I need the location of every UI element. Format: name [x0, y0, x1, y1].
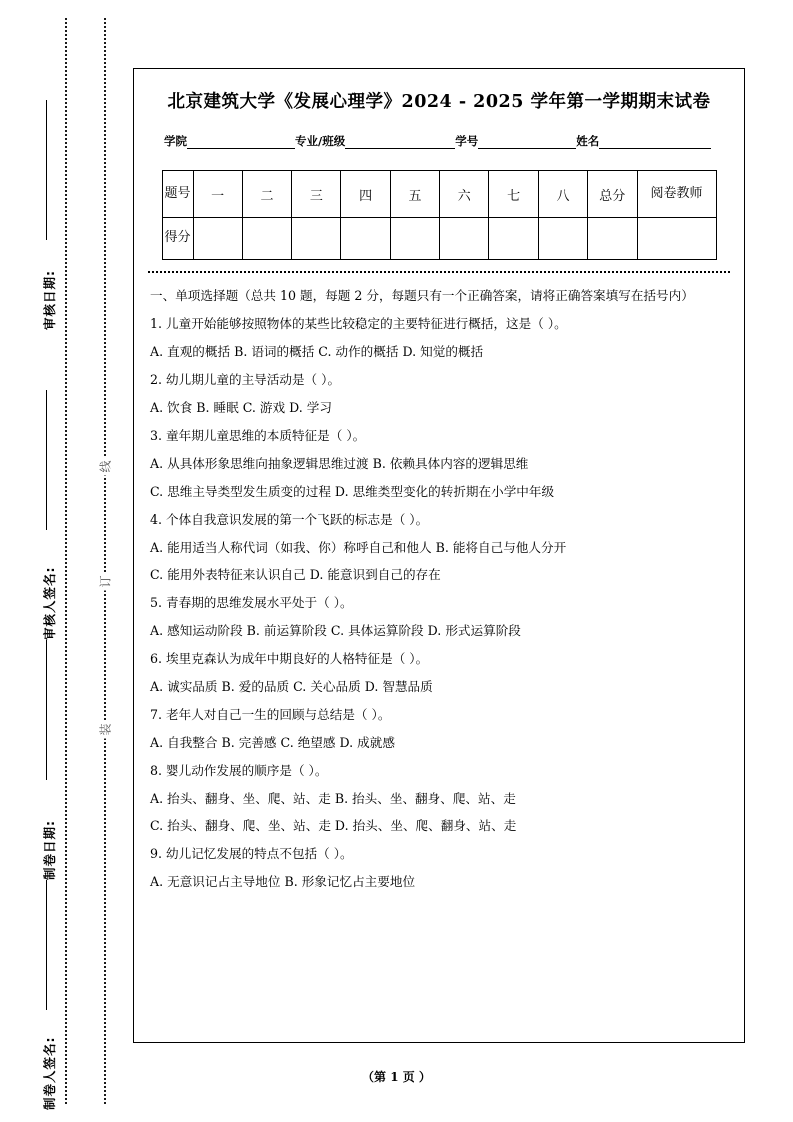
score-table-col-8: 八 — [538, 171, 587, 218]
margin-label-producer-signature: 制卷人签名: — [42, 1036, 57, 1110]
score-cell-1[interactable] — [193, 218, 242, 260]
question-5-options-line-1: A. 感知运动阶段 B. 前运算阶段 C. 具体运算阶段 D. 形式运算阶段 — [150, 623, 521, 639]
score-table-col-5: 五 — [390, 171, 439, 218]
question-7-options-line-1: A. 自我整合 B. 完善感 C. 绝望感 D. 成就感 — [150, 734, 395, 750]
field-college-input[interactable] — [187, 135, 295, 149]
field-college — [164, 133, 295, 149]
score-table-row-header-score: 得分 — [162, 218, 193, 260]
question-1-options-line-1: A. 直观的概括 B. 语词的概括 C. 动作的概括 D. 知觉的概括 — [150, 344, 484, 360]
field-name-label: 姓名 — [576, 134, 600, 148]
seal-dotted-line-right — [104, 18, 106, 1104]
score-cell-8[interactable] — [538, 218, 587, 260]
question-9-options-line-1: A. 无意识记占主导地位 B. 形象记忆占主要地位 — [150, 874, 416, 890]
field-college-label: 学院 — [164, 134, 187, 148]
margin-label-audit-date: 审核日期: — [42, 270, 57, 330]
question-1-stem: 1. 儿童开始能够按照物体的某些比较稳定的主要特征进行概括，这是（ ）。 — [150, 316, 567, 332]
question-2-options-line-1: A. 饮食 B. 睡眠 C. 游戏 D. 学习 — [150, 400, 332, 416]
exam-sheet — [133, 68, 745, 1043]
field-student-id-label: 学号 — [455, 134, 479, 148]
seal-char-line: 线 — [94, 458, 117, 476]
score-cell-3[interactable] — [292, 218, 341, 260]
seal-margin-area — [0, 0, 133, 1122]
score-table-col-1: 一 — [193, 171, 242, 218]
score-cell-4[interactable] — [341, 218, 390, 260]
question-8-options-line-1: A. 抬头、翻身、坐、爬、站、走 B. 抬头、坐、翻身、爬、站、走 — [150, 790, 516, 806]
margin-label-produce-date: 制卷日期: — [42, 820, 57, 880]
score-table-col-teacher: 阅卷教师 — [637, 171, 716, 218]
margin-rule — [46, 100, 47, 240]
field-name-input[interactable] — [599, 135, 711, 149]
field-major-class — [295, 133, 455, 149]
score-table-col-6: 六 — [440, 171, 489, 218]
question-4-options-line-2: C. 能用外表特征来认识自己 D. 能意识到自己的存在 — [150, 567, 441, 583]
student-info-row — [164, 133, 722, 149]
question-3-options-line-1: A. 从具体形象思维向抽象逻辑思维过渡 B. 依赖具体内容的逻辑思维 — [150, 455, 529, 471]
score-cell-5[interactable] — [390, 218, 439, 260]
question-5-stem: 5. 青春期的思维发展水平处于（ ）。 — [150, 595, 353, 611]
score-cell-7[interactable] — [489, 218, 538, 260]
score-cell-2[interactable] — [242, 218, 291, 260]
score-cell-total[interactable] — [588, 218, 637, 260]
score-cell-teacher[interactable] — [637, 218, 716, 260]
question-8-options-line-2: C. 抬头、翻身、爬、坐、站、走 D. 抬头、坐、爬、翻身、站、走 — [150, 818, 517, 834]
field-name — [576, 133, 711, 149]
question-2-stem: 2. 幼儿期儿童的主导活动是（ ）。 — [150, 372, 341, 388]
question-8-stem: 8. 婴儿动作发展的顺序是（ ）。 — [150, 762, 328, 778]
section-divider — [148, 271, 730, 273]
page-title: 北京建筑大学《发展心理学》2024 - 2025 学年第一学期期末试卷 — [167, 92, 711, 112]
score-table-col-total: 总分 — [588, 171, 637, 218]
question-3-options-line-2: C. 思维主导类型发生质变的过程 D. 思维类型变化的转折期在小学中年级 — [150, 483, 555, 499]
page-footer: （第 1 页 ） — [362, 1070, 431, 1084]
field-student-id-input[interactable] — [478, 135, 576, 149]
question-4-options-line-1: A. 能用适当人称代词（如我、你）称呼自己和他人 B. 能将自己与他人分开 — [150, 539, 567, 555]
table-row-question-numbers — [162, 171, 716, 218]
field-student-id — [455, 133, 576, 149]
question-6-options-line-1: A. 诚实品质 B. 爱的品质 C. 关心品质 D. 智慧品质 — [150, 678, 433, 694]
field-major-class-input[interactable] — [345, 135, 455, 149]
score-table-row-header-question: 题号 — [162, 171, 193, 218]
questions-body — [150, 286, 728, 892]
score-table-col-2: 二 — [242, 171, 291, 218]
margin-rule — [46, 880, 47, 1010]
margin-label-auditor-signature: 审核人签名: — [42, 566, 57, 640]
question-7-stem: 7. 老年人对自己一生的回顾与总结是（ ）。 — [150, 706, 391, 722]
score-table — [162, 170, 717, 260]
table-row-scores — [162, 218, 716, 260]
seal-char-bind: 订 — [94, 573, 117, 591]
seal-dotted-line-left — [65, 18, 67, 1104]
score-table-col-4: 四 — [341, 171, 390, 218]
question-9-stem: 9. 幼儿记忆发展的特点不包括（ ）。 — [150, 846, 353, 862]
margin-rule — [46, 390, 47, 530]
score-cell-6[interactable] — [440, 218, 489, 260]
field-major-class-label: 专业/班级 — [295, 134, 346, 148]
question-3-stem: 3. 童年期儿童思维的本质特征是（ ）。 — [150, 427, 366, 443]
score-table-col-3: 三 — [292, 171, 341, 218]
margin-rule — [46, 640, 47, 780]
seal-char-pack: 装 — [94, 721, 117, 739]
question-4-stem: 4. 个体自我意识发展的第一个飞跃的标志是（ ）。 — [150, 511, 429, 527]
score-table-col-7: 七 — [489, 171, 538, 218]
section-heading: 一、单项选择题（总共 10 题，每题 2 分，每题只有一个正确答案，请将正确答案填写在括号内） — [150, 288, 694, 303]
question-6-stem: 6. 埃里克森认为成年中期良好的人格特征是（ ）。 — [150, 651, 429, 667]
